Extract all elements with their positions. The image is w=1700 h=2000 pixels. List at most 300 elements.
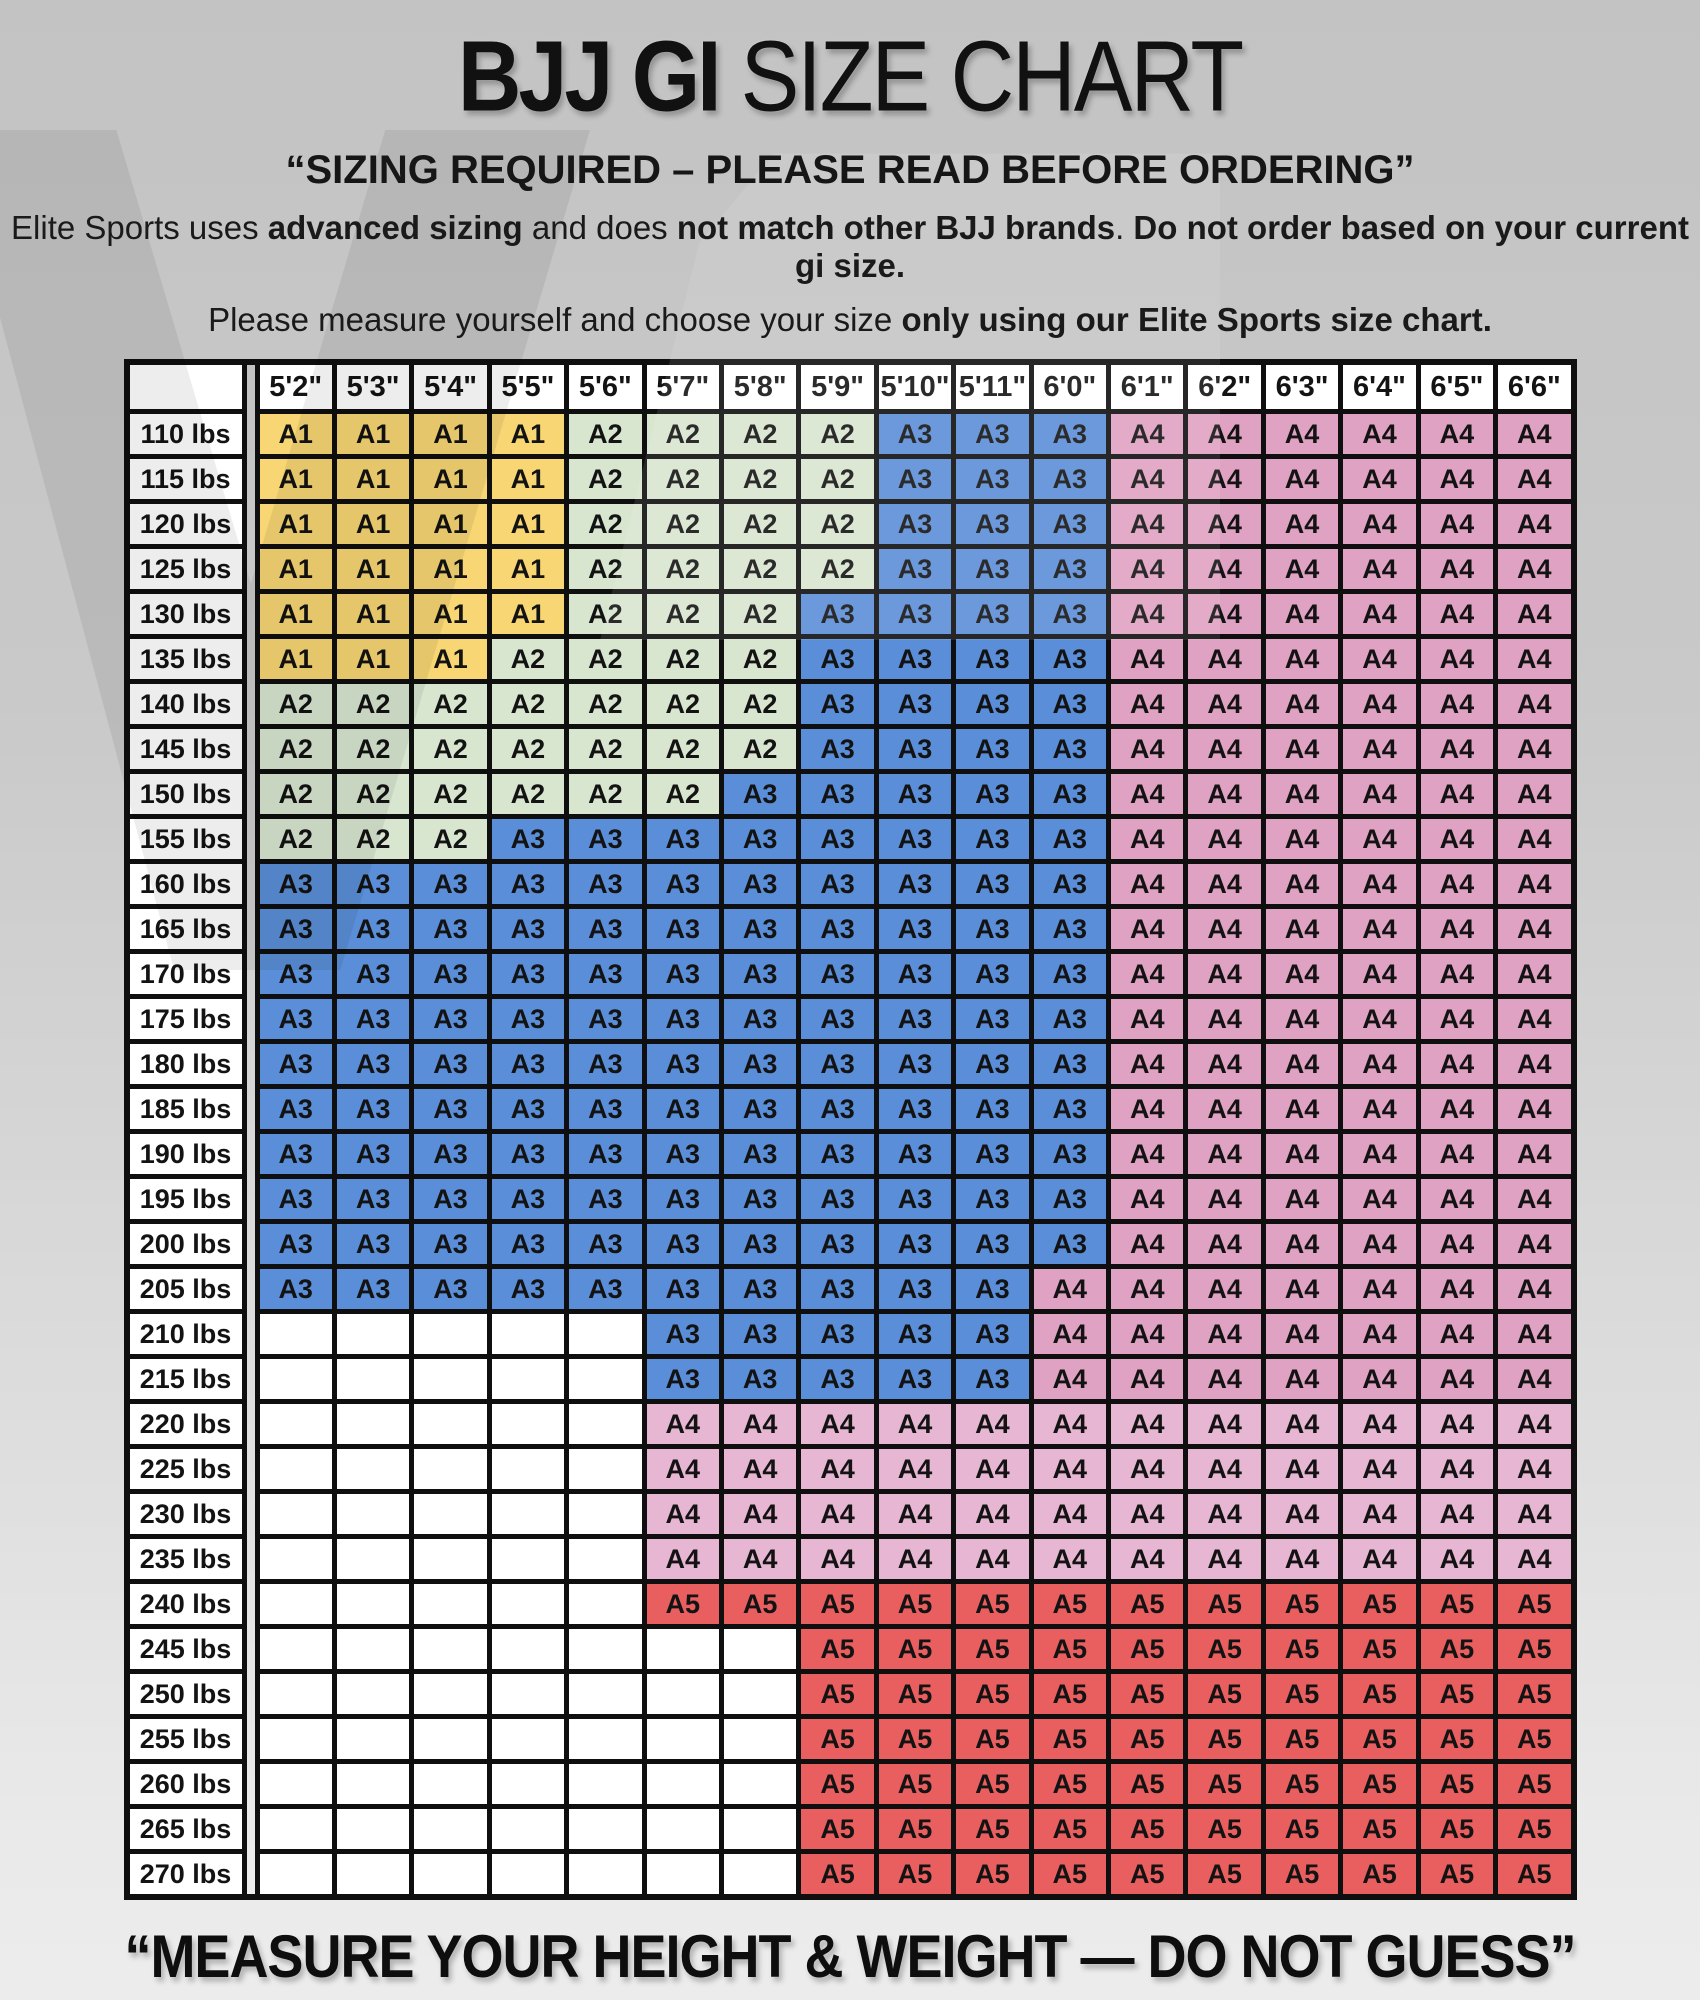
size-cell: A3 [801, 1134, 873, 1174]
size-cell: A2 [414, 774, 486, 814]
size-cell: A4 [1498, 1089, 1570, 1129]
size-cell: A4 [1421, 864, 1493, 904]
size-cell: A3 [879, 1224, 951, 1264]
size-cell: A3 [260, 1224, 332, 1264]
size-cell: A3 [1034, 684, 1106, 724]
weight-row-header: 160 lbs [130, 864, 242, 904]
size-cell: A2 [801, 459, 873, 499]
size-cell: A3 [956, 954, 1028, 994]
empty-cell [260, 1539, 332, 1579]
size-cell: A4 [1111, 729, 1183, 769]
size-cell: A4 [879, 1539, 951, 1579]
size-cell: A4 [1343, 1269, 1415, 1309]
size-cell: A4 [1343, 774, 1415, 814]
size-cell: A3 [647, 1314, 719, 1354]
size-cell: A4 [1111, 1224, 1183, 1264]
size-cell: A4 [1266, 504, 1338, 544]
size-cell: A4 [1266, 1359, 1338, 1399]
size-cell: A5 [1188, 1764, 1260, 1804]
empty-cell [260, 1359, 332, 1399]
size-cell: A1 [414, 504, 486, 544]
size-cell: A5 [1421, 1674, 1493, 1714]
size-cell: A3 [724, 1314, 796, 1354]
size-cell: A4 [1111, 1089, 1183, 1129]
size-cell: A3 [414, 1044, 486, 1084]
empty-cell [414, 1584, 486, 1624]
size-cell: A4 [1343, 729, 1415, 769]
size-cell: A5 [1266, 1719, 1338, 1759]
size-cell: A3 [956, 729, 1028, 769]
intro-text: and does [522, 209, 677, 246]
size-cell: A4 [647, 1494, 719, 1534]
empty-cell [337, 1674, 409, 1714]
empty-cell [414, 1359, 486, 1399]
empty-cell [569, 1674, 641, 1714]
size-cell: A4 [1498, 684, 1570, 724]
size-cell: A4 [1266, 684, 1338, 724]
size-cell: A4 [1188, 1449, 1260, 1489]
empty-cell [337, 1584, 409, 1624]
size-cell: A4 [1498, 774, 1570, 814]
size-cell: A4 [1188, 1359, 1260, 1399]
size-cell: A5 [1498, 1674, 1570, 1714]
height-column-header: 5'2" [260, 365, 332, 409]
size-cell: A3 [569, 999, 641, 1039]
size-cell: A4 [1266, 414, 1338, 454]
size-cell: A2 [492, 684, 564, 724]
size-cell: A5 [1421, 1584, 1493, 1624]
size-cell: A4 [1266, 1539, 1338, 1579]
size-cell: A4 [1498, 504, 1570, 544]
empty-cell [260, 1764, 332, 1804]
size-cell: A5 [1498, 1854, 1570, 1894]
size-cell: A3 [569, 954, 641, 994]
size-cell: A5 [1421, 1854, 1493, 1894]
size-chart-grid [130, 365, 1571, 1894]
size-cell: A2 [260, 774, 332, 814]
empty-cell [260, 1674, 332, 1714]
size-cell: A3 [569, 1089, 641, 1129]
empty-cell [492, 1359, 564, 1399]
size-cell: A5 [1111, 1854, 1183, 1894]
weight-row-header: 175 lbs [130, 999, 242, 1039]
size-cell: A2 [260, 729, 332, 769]
empty-cell [647, 1809, 719, 1849]
size-cell: A4 [1188, 774, 1260, 814]
size-cell: A3 [879, 909, 951, 949]
size-cell: A2 [724, 459, 796, 499]
size-cell: A4 [1343, 1314, 1415, 1354]
size-cell: A4 [956, 1404, 1028, 1444]
size-chart-table [124, 359, 1577, 1900]
height-column-header: 5'5" [492, 365, 564, 409]
size-cell: A3 [724, 1179, 796, 1219]
height-column-header: 6'5" [1421, 365, 1493, 409]
size-cell: A1 [492, 459, 564, 499]
page-title [0, 19, 1700, 133]
size-cell: A4 [1498, 1179, 1570, 1219]
size-cell: A4 [1034, 1404, 1106, 1444]
size-cell: A2 [492, 774, 564, 814]
empty-cell [724, 1629, 796, 1669]
size-cell: A3 [260, 999, 332, 1039]
size-cell: A4 [1188, 909, 1260, 949]
weight-row-header: 265 lbs [130, 1809, 242, 1849]
size-cell: A4 [1421, 504, 1493, 544]
empty-cell [337, 1314, 409, 1354]
size-cell: A3 [1034, 1179, 1106, 1219]
size-cell: A3 [569, 909, 641, 949]
size-cell: A3 [956, 999, 1028, 1039]
size-cell: A5 [1111, 1719, 1183, 1759]
size-cell: A2 [260, 819, 332, 859]
empty-cell [260, 1449, 332, 1489]
empty-cell [260, 1629, 332, 1669]
size-cell: A3 [801, 729, 873, 769]
size-cell: A3 [647, 1134, 719, 1174]
size-cell: A4 [1266, 999, 1338, 1039]
empty-cell [492, 1449, 564, 1489]
weight-row-header: 215 lbs [130, 1359, 242, 1399]
empty-cell [647, 1719, 719, 1759]
empty-cell [492, 1539, 564, 1579]
size-cell: A4 [1188, 1269, 1260, 1309]
size-cell: A4 [1421, 1044, 1493, 1084]
size-cell: A3 [260, 1134, 332, 1174]
size-cell: A4 [1421, 1314, 1493, 1354]
size-cell: A4 [1498, 1404, 1570, 1444]
size-cell: A5 [1111, 1764, 1183, 1804]
size-cell: A3 [724, 1269, 796, 1309]
empty-cell [337, 1359, 409, 1399]
size-cell: A5 [956, 1854, 1028, 1894]
size-cell: A4 [1188, 459, 1260, 499]
chart-header [0, 19, 1700, 339]
size-cell: A4 [1266, 909, 1338, 949]
size-cell: A4 [1343, 1404, 1415, 1444]
size-cell: A3 [879, 1044, 951, 1084]
size-cell: A3 [956, 1134, 1028, 1174]
size-cell: A4 [956, 1539, 1028, 1579]
size-cell: A5 [1343, 1764, 1415, 1804]
size-cell: A2 [647, 594, 719, 634]
size-cell: A5 [801, 1809, 873, 1849]
size-cell: A5 [879, 1719, 951, 1759]
size-cell: A1 [260, 414, 332, 454]
intro-line-1 [0, 209, 1700, 285]
size-cell: A5 [956, 1719, 1028, 1759]
size-cell: A4 [1111, 1539, 1183, 1579]
size-cell: A5 [1188, 1809, 1260, 1849]
size-cell: A4 [1266, 1449, 1338, 1489]
weight-row-header: 150 lbs [130, 774, 242, 814]
empty-cell [647, 1764, 719, 1804]
size-cell: A4 [1111, 1179, 1183, 1219]
empty-cell [414, 1314, 486, 1354]
size-cell: A4 [1421, 639, 1493, 679]
size-cell: A5 [879, 1629, 951, 1669]
size-cell: A5 [801, 1584, 873, 1624]
size-cell: A3 [879, 954, 951, 994]
size-cell: A5 [1034, 1584, 1106, 1624]
size-cell: A4 [1421, 1539, 1493, 1579]
size-cell: A4 [1188, 1539, 1260, 1579]
size-cell: A5 [879, 1584, 951, 1624]
size-cell: A5 [956, 1809, 1028, 1849]
size-cell: A4 [1034, 1359, 1106, 1399]
size-cell: A5 [1111, 1674, 1183, 1714]
weight-row-header: 205 lbs [130, 1269, 242, 1309]
size-cell: A4 [1034, 1539, 1106, 1579]
size-cell: A3 [724, 954, 796, 994]
size-cell: A4 [1111, 414, 1183, 454]
size-cell: A3 [956, 504, 1028, 544]
size-cell: A4 [1111, 1134, 1183, 1174]
size-cell: A4 [1266, 864, 1338, 904]
size-cell: A3 [260, 1179, 332, 1219]
size-cell: A4 [1034, 1449, 1106, 1489]
size-cell: A4 [1343, 1494, 1415, 1534]
size-cell: A3 [879, 594, 951, 634]
size-cell: A2 [569, 414, 641, 454]
size-cell: A5 [1266, 1674, 1338, 1714]
size-cell: A3 [956, 639, 1028, 679]
size-cell: A5 [1034, 1809, 1106, 1849]
size-cell: A4 [1343, 684, 1415, 724]
size-cell: A4 [1266, 594, 1338, 634]
size-cell: A2 [337, 684, 409, 724]
empty-cell [414, 1719, 486, 1759]
size-cell: A3 [956, 1269, 1028, 1309]
size-cell: A2 [569, 504, 641, 544]
size-cell: A2 [569, 729, 641, 769]
empty-cell [492, 1314, 564, 1354]
empty-cell [260, 1719, 332, 1759]
weight-row-header: 115 lbs [130, 459, 242, 499]
empty-cell [569, 1854, 641, 1894]
size-cell: A4 [1343, 549, 1415, 589]
empty-cell [492, 1629, 564, 1669]
size-cell: A3 [801, 1224, 873, 1264]
size-cell: A3 [801, 1089, 873, 1129]
size-cell: A4 [1188, 594, 1260, 634]
size-cell: A3 [1034, 414, 1106, 454]
size-cell: A4 [956, 1494, 1028, 1534]
empty-cell [337, 1539, 409, 1579]
size-cell: A4 [1421, 954, 1493, 994]
size-cell: A4 [1266, 729, 1338, 769]
size-cell: A4 [1188, 549, 1260, 589]
size-cell: A4 [1111, 504, 1183, 544]
size-cell: A4 [1188, 1404, 1260, 1444]
size-cell: A2 [414, 729, 486, 769]
size-cell: A3 [492, 1089, 564, 1129]
size-cell: A4 [1421, 774, 1493, 814]
size-cell: A4 [1188, 819, 1260, 859]
size-cell: A3 [1034, 639, 1106, 679]
size-cell: A4 [1111, 774, 1183, 814]
size-cell: A4 [1343, 1224, 1415, 1264]
size-cell: A2 [414, 684, 486, 724]
size-cell: A3 [801, 639, 873, 679]
size-cell: A4 [1421, 1449, 1493, 1489]
size-cell: A3 [569, 1044, 641, 1084]
size-cell: A2 [647, 459, 719, 499]
size-cell: A4 [1343, 909, 1415, 949]
weight-row-header: 165 lbs [130, 909, 242, 949]
size-cell: A3 [879, 1314, 951, 1354]
size-cell: A1 [260, 639, 332, 679]
empty-cell [492, 1404, 564, 1444]
empty-cell [337, 1719, 409, 1759]
size-cell: A4 [1343, 1179, 1415, 1219]
empty-cell [724, 1809, 796, 1849]
weight-row-header: 260 lbs [130, 1764, 242, 1804]
empty-cell [724, 1764, 796, 1804]
intro-text: Elite Sports uses [11, 209, 268, 246]
size-cell: A5 [1188, 1584, 1260, 1624]
size-cell: A1 [260, 504, 332, 544]
size-cell: A4 [1111, 1044, 1183, 1084]
size-cell: A3 [724, 864, 796, 904]
size-cell: A3 [801, 1314, 873, 1354]
size-cell: A4 [1343, 504, 1415, 544]
size-cell: A4 [1421, 459, 1493, 499]
size-cell: A5 [956, 1764, 1028, 1804]
size-cell: A3 [956, 459, 1028, 499]
size-cell: A4 [1498, 1449, 1570, 1489]
weight-row-header: 190 lbs [130, 1134, 242, 1174]
size-cell: A3 [879, 1359, 951, 1399]
size-cell: A3 [1034, 594, 1106, 634]
size-cell: A4 [724, 1404, 796, 1444]
weight-row-header: 250 lbs [130, 1674, 242, 1714]
size-cell: A4 [1343, 819, 1415, 859]
empty-cell [492, 1719, 564, 1759]
size-cell: A4 [1421, 1134, 1493, 1174]
size-cell: A4 [1266, 954, 1338, 994]
size-cell: A4 [724, 1494, 796, 1534]
size-cell: A4 [1498, 1314, 1570, 1354]
size-cell: A5 [1421, 1719, 1493, 1759]
empty-cell [569, 1764, 641, 1804]
size-cell: A3 [879, 1134, 951, 1174]
size-cell: A3 [956, 684, 1028, 724]
size-cell: A1 [492, 594, 564, 634]
size-cell: A4 [1188, 1179, 1260, 1219]
empty-cell [647, 1854, 719, 1894]
size-cell: A3 [647, 999, 719, 1039]
size-cell: A4 [1498, 1539, 1570, 1579]
size-cell: A4 [1421, 1404, 1493, 1444]
size-cell: A2 [724, 504, 796, 544]
empty-cell [569, 1314, 641, 1354]
size-cell: A1 [337, 594, 409, 634]
size-cell: A5 [1266, 1584, 1338, 1624]
size-cell: A2 [492, 639, 564, 679]
size-cell: A3 [1034, 729, 1106, 769]
size-cell: A5 [801, 1854, 873, 1894]
size-cell: A2 [647, 684, 719, 724]
size-cell: A4 [879, 1494, 951, 1534]
empty-cell [492, 1584, 564, 1624]
size-cell: A2 [647, 414, 719, 454]
size-cell: A3 [569, 819, 641, 859]
empty-cell [260, 1404, 332, 1444]
size-cell: A4 [647, 1539, 719, 1579]
empty-cell [492, 1674, 564, 1714]
size-cell: A5 [879, 1854, 951, 1894]
empty-cell [569, 1494, 641, 1534]
size-cell: A3 [879, 684, 951, 724]
size-cell: A4 [1266, 1314, 1338, 1354]
size-cell: A1 [260, 459, 332, 499]
size-cell: A3 [260, 1089, 332, 1129]
empty-cell [569, 1449, 641, 1489]
size-cell: A5 [1266, 1809, 1338, 1849]
size-cell: A5 [801, 1719, 873, 1759]
size-cell: A3 [492, 1269, 564, 1309]
size-cell: A3 [801, 684, 873, 724]
size-cell: A3 [492, 954, 564, 994]
size-cell: A3 [492, 819, 564, 859]
size-cell: A4 [1343, 594, 1415, 634]
size-cell: A3 [647, 954, 719, 994]
size-cell: A4 [1111, 909, 1183, 949]
size-cell: A3 [724, 909, 796, 949]
size-cell: A3 [492, 909, 564, 949]
size-cell: A3 [647, 1179, 719, 1219]
size-cell: A5 [879, 1764, 951, 1804]
size-cell: A3 [879, 774, 951, 814]
size-cell: A4 [1266, 819, 1338, 859]
size-cell: A3 [492, 1134, 564, 1174]
size-cell: A4 [1111, 999, 1183, 1039]
size-cell: A3 [956, 774, 1028, 814]
size-cell: A5 [1498, 1584, 1570, 1624]
size-cell: A3 [879, 414, 951, 454]
size-cell: A3 [260, 1044, 332, 1084]
size-cell: A3 [337, 1089, 409, 1129]
size-cell: A3 [569, 1179, 641, 1219]
size-cell: A3 [647, 1224, 719, 1264]
size-cell: A1 [414, 414, 486, 454]
size-cell: A4 [1421, 1269, 1493, 1309]
empty-cell [337, 1404, 409, 1444]
size-cell: A4 [879, 1449, 951, 1489]
label-column-divider [247, 365, 255, 1894]
size-cell: A4 [1188, 1314, 1260, 1354]
size-cell: A3 [956, 1089, 1028, 1129]
size-cell: A4 [1111, 684, 1183, 724]
size-cell: A1 [414, 594, 486, 634]
size-cell: A4 [1266, 459, 1338, 499]
size-cell: A4 [1498, 639, 1570, 679]
size-cell: A3 [1034, 1224, 1106, 1264]
size-cell: A4 [1266, 774, 1338, 814]
size-cell: A5 [1111, 1629, 1183, 1669]
size-cell: A3 [260, 909, 332, 949]
size-cell: A4 [1498, 459, 1570, 499]
height-column-header: 5'10" [879, 365, 951, 409]
size-cell: A4 [1111, 954, 1183, 994]
weight-row-header: 210 lbs [130, 1314, 242, 1354]
height-column-header: 6'1" [1111, 365, 1183, 409]
size-cell: A3 [1034, 954, 1106, 994]
size-cell: A3 [1034, 504, 1106, 544]
empty-cell [492, 1809, 564, 1849]
size-cell: A4 [801, 1449, 873, 1489]
